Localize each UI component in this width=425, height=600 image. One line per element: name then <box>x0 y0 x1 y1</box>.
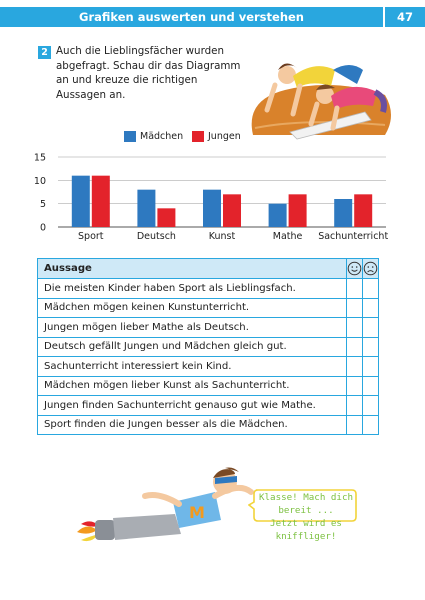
agree-checkbox[interactable] <box>347 298 363 318</box>
y-tick-label: 10 <box>33 175 46 187</box>
bar-jungen <box>157 208 175 227</box>
bar-jungen <box>289 194 307 227</box>
x-tick-label: Kunst <box>208 231 236 242</box>
header-happy-cell <box>347 259 363 279</box>
statement-text: Deutsch gefällt Jungen und Mädchen gleich gut. <box>38 337 347 357</box>
table-row <box>38 298 379 318</box>
speech-bubble-line1: Klasse! Mach dich bereit ... <box>258 492 354 516</box>
x-tick-label: Sport <box>78 231 104 242</box>
disagree-checkbox[interactable] <box>363 279 379 299</box>
bar-jungen <box>223 194 241 227</box>
statement-text: Mädchen mögen lieber Kunst als Sachunterricht. <box>38 376 347 396</box>
legend-label-jungen: Jungen <box>208 131 241 142</box>
table-row <box>38 318 379 338</box>
agree-checkbox[interactable] <box>347 318 363 338</box>
bar-jungen <box>354 194 372 227</box>
table-row <box>38 415 379 435</box>
page-number: 47 <box>383 7 425 27</box>
x-tick-label: Deutsch <box>136 231 176 242</box>
x-tick-label: Sachunterricht <box>318 231 389 242</box>
x-tick-label: Mathe <box>272 231 303 242</box>
agree-checkbox[interactable] <box>347 376 363 396</box>
bar-maedchen <box>137 190 155 227</box>
table-row <box>38 357 379 377</box>
statement-text: Die meisten Kinder haben Sport als Lieblingsfach. <box>38 279 347 299</box>
statements-table <box>37 258 379 435</box>
statement-text: Sport finden die Jungen besser als die Mädchen. <box>38 415 347 435</box>
svg-text:M: M <box>189 503 205 522</box>
children-illustration <box>245 40 395 140</box>
agree-checkbox[interactable] <box>347 357 363 377</box>
table-row <box>38 396 379 416</box>
disagree-checkbox[interactable] <box>363 415 379 435</box>
bar-chart <box>28 150 398 250</box>
page-header <box>0 0 425 30</box>
disagree-checkbox[interactable] <box>363 318 379 338</box>
disagree-checkbox[interactable] <box>363 298 379 318</box>
table-row <box>38 376 379 396</box>
smiley-sad-icon <box>363 261 378 276</box>
legend-label-maedchen: Mädchen <box>140 131 184 142</box>
task-instruction: Auch die Lieblingsfächer wurden abgefragt. Schau dir das Diagramm an und kreuze die richtigen Aussagen an. <box>56 45 241 101</box>
disagree-checkbox[interactable] <box>363 357 379 377</box>
statement-text: Jungen finden Sachunterricht genauso gut wie Mathe. <box>38 396 347 416</box>
statement-text: Mädchen mögen keinen Kunstunterricht. <box>38 298 347 318</box>
agree-checkbox[interactable] <box>347 396 363 416</box>
table-header-row <box>38 259 379 279</box>
task-number-badge: 2 <box>38 46 51 59</box>
disagree-checkbox[interactable] <box>363 337 379 357</box>
legend-swatch-jungen <box>192 131 204 142</box>
y-tick-label: 0 <box>39 222 46 234</box>
agree-checkbox[interactable] <box>347 415 363 435</box>
flying-hero-illustration <box>75 462 255 552</box>
speech-bubble-text <box>256 491 356 543</box>
page-title: Grafiken auswerten und verstehen <box>79 10 304 24</box>
legend-swatch-maedchen <box>124 131 136 142</box>
table-row <box>38 279 379 299</box>
speech-bubble-line2: Jetzt wird es kniffliger! <box>270 518 342 542</box>
bar-maedchen <box>334 199 352 227</box>
table-header-aussage: Aussage <box>38 259 347 279</box>
bar-maedchen <box>72 176 90 227</box>
statement-text: Sachunterricht interessiert kein Kind. <box>38 357 347 377</box>
agree-checkbox[interactable] <box>347 279 363 299</box>
table-row <box>38 337 379 357</box>
disagree-checkbox[interactable] <box>363 376 379 396</box>
y-tick-label: 15 <box>33 152 46 164</box>
statement-text: Jungen mögen lieber Mathe als Deutsch. <box>38 318 347 338</box>
disagree-checkbox[interactable] <box>363 396 379 416</box>
y-tick-label: 5 <box>39 199 46 211</box>
smiley-happy-icon <box>347 261 362 276</box>
agree-checkbox[interactable] <box>347 337 363 357</box>
bar-jungen <box>92 176 110 227</box>
bar-maedchen <box>203 190 221 227</box>
bar-maedchen <box>269 204 287 227</box>
header-sad-cell <box>363 259 379 279</box>
